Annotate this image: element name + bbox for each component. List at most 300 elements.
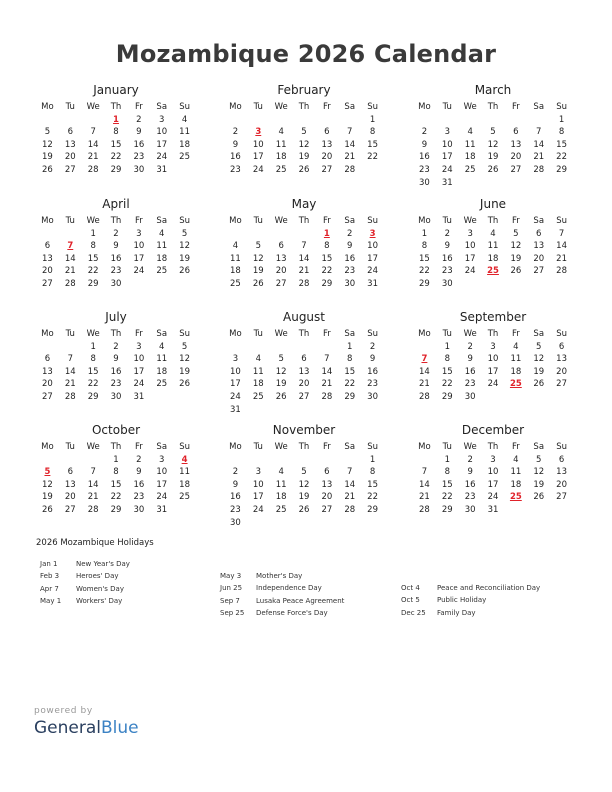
day-cell: 3 bbox=[136, 341, 142, 352]
day-cell: 3 bbox=[490, 341, 496, 352]
week-row bbox=[224, 253, 384, 266]
weekday-label: Sa bbox=[533, 329, 545, 339]
day-cell: 9 bbox=[113, 354, 119, 365]
weekday-label: We bbox=[274, 216, 288, 226]
weekday-header bbox=[413, 441, 573, 454]
day-cell: 28 bbox=[344, 164, 356, 175]
holiday-item bbox=[401, 607, 540, 619]
day-cell: 11 bbox=[179, 127, 190, 138]
weekday-label: Sa bbox=[156, 216, 168, 226]
week-row bbox=[224, 378, 384, 391]
weekday-label: Th bbox=[487, 329, 499, 339]
weekday-label: Su bbox=[179, 102, 190, 112]
day-cell: 12 bbox=[252, 253, 264, 264]
day-cell: 6 bbox=[67, 127, 73, 138]
day-cell: 11 bbox=[156, 241, 168, 252]
weekday-label: We bbox=[86, 329, 100, 339]
day-cell: 23 bbox=[230, 164, 241, 175]
day-cell: 14 bbox=[533, 139, 545, 150]
weekday-label: Mo bbox=[41, 442, 54, 452]
day-cell: 23 bbox=[344, 266, 356, 277]
day-cell: 8 bbox=[369, 127, 376, 138]
holiday-date: Sep 25 bbox=[220, 608, 245, 617]
weekday-label: Tu bbox=[253, 442, 263, 452]
day-cell: 10 bbox=[133, 354, 145, 365]
day-cell: 18 bbox=[510, 366, 522, 377]
day-cell: 4 bbox=[255, 354, 261, 365]
day-cell: 13 bbox=[321, 139, 333, 150]
weekday-label: Su bbox=[367, 216, 378, 226]
day-cell: 23 bbox=[464, 492, 476, 503]
empty-day-cell bbox=[36, 454, 59, 467]
day-cell: 13 bbox=[42, 253, 53, 264]
week-row bbox=[36, 491, 196, 504]
weekday-label: Th bbox=[487, 216, 499, 226]
week-row bbox=[224, 151, 384, 164]
week-row bbox=[413, 228, 573, 241]
weekday-label: Su bbox=[556, 329, 567, 339]
day-cell: 26 bbox=[533, 379, 545, 390]
holiday-name: Mother's Day bbox=[256, 572, 303, 580]
day-cell: 5 bbox=[536, 454, 542, 465]
day-cell: 28 bbox=[321, 391, 333, 402]
weekday-label: Sa bbox=[533, 102, 545, 112]
day-cell: 17 bbox=[156, 479, 168, 490]
day-cell: 29 bbox=[321, 278, 333, 289]
day-cell: 20 bbox=[510, 152, 522, 163]
day-cell: 30 bbox=[110, 391, 122, 402]
day-cell: 27 bbox=[42, 391, 53, 402]
day-cell: 21 bbox=[298, 266, 310, 277]
day-cell: 29 bbox=[441, 504, 453, 515]
day-cell: 19 bbox=[42, 492, 53, 503]
day-cell: 28 bbox=[419, 504, 430, 515]
day-cell: 11 bbox=[510, 354, 522, 365]
day-cell: 1 bbox=[558, 114, 565, 125]
day-cell: 23 bbox=[230, 504, 241, 515]
day-cell: 19 bbox=[298, 152, 310, 163]
day-cell: 8 bbox=[90, 241, 96, 252]
weekday-label: Tu bbox=[442, 102, 452, 112]
week-row bbox=[36, 240, 196, 253]
day-cell: 15 bbox=[321, 253, 333, 264]
day-cell: 2 bbox=[444, 228, 450, 239]
weekday-label: Th bbox=[298, 442, 310, 452]
week-row bbox=[413, 366, 573, 379]
day-cell: 10 bbox=[441, 139, 453, 150]
weekday-label: We bbox=[274, 442, 288, 452]
day-cell: 16 bbox=[133, 479, 145, 490]
day-cell: 12 bbox=[275, 366, 287, 377]
empty-day-cell bbox=[36, 114, 59, 127]
day-cell: 14 bbox=[419, 479, 430, 490]
month-may bbox=[224, 196, 384, 291]
day-cell: 11 bbox=[275, 479, 287, 490]
day-cell: 9 bbox=[421, 139, 428, 150]
day-cell: 22 bbox=[321, 266, 333, 277]
day-cell: 2 bbox=[347, 228, 353, 239]
day-cell: 23 bbox=[133, 152, 145, 163]
day-cell: 29 bbox=[87, 278, 99, 289]
day-cell: 4 bbox=[278, 127, 284, 138]
day-cell: 16 bbox=[110, 253, 122, 264]
empty-day-cell bbox=[247, 341, 270, 354]
day-cell: 8 bbox=[90, 354, 96, 365]
weekday-header bbox=[36, 215, 196, 228]
day-cell: 10 bbox=[367, 241, 378, 252]
day-cell: 7 bbox=[67, 354, 73, 365]
month-september bbox=[413, 309, 573, 404]
weekday-label: Th bbox=[487, 102, 499, 112]
week-row bbox=[413, 504, 573, 517]
day-cell: 6 bbox=[67, 467, 73, 478]
weekday-label: Mo bbox=[418, 102, 431, 112]
week-row bbox=[224, 265, 384, 278]
day-cell: 24 bbox=[441, 164, 453, 175]
day-cell: 18 bbox=[179, 479, 190, 490]
weekday-label: Mo bbox=[41, 329, 54, 339]
weekday-label: Sa bbox=[156, 102, 168, 112]
day-cell: 25 bbox=[230, 278, 241, 289]
weekday-header bbox=[224, 441, 384, 454]
empty-day-cell bbox=[224, 228, 247, 241]
day-cell: 11 bbox=[230, 253, 241, 264]
week-row bbox=[413, 126, 573, 139]
day-cell: 30 bbox=[419, 177, 430, 188]
day-cell: 14 bbox=[419, 366, 430, 377]
empty-day-cell bbox=[36, 228, 59, 241]
empty-day-cell bbox=[270, 228, 293, 241]
day-cell: 20 bbox=[42, 379, 53, 390]
weekday-label: Tu bbox=[253, 329, 263, 339]
day-cell: 20 bbox=[298, 379, 310, 390]
empty-day-cell bbox=[247, 517, 270, 530]
day-cell: 21 bbox=[419, 492, 430, 503]
empty-day-cell bbox=[482, 114, 505, 127]
day-cell: 27 bbox=[298, 391, 310, 402]
day-cell: 1 bbox=[444, 454, 450, 465]
day-cell: 26 bbox=[510, 266, 522, 277]
holiday-item bbox=[40, 570, 130, 582]
day-cell: 18 bbox=[275, 152, 287, 163]
day-cell: 31 bbox=[156, 164, 168, 175]
day-cell: 12 bbox=[179, 241, 190, 252]
day-cell: 27 bbox=[321, 164, 333, 175]
day-cell: 20 bbox=[533, 253, 545, 264]
day-cell: 13 bbox=[321, 479, 333, 490]
weekday-label: Mo bbox=[229, 442, 242, 452]
day-cell: 22 bbox=[441, 379, 453, 390]
day-cell: 28 bbox=[298, 278, 310, 289]
day-cell: 20 bbox=[64, 492, 76, 503]
day-cell: 24 bbox=[133, 379, 145, 390]
day-cell: 24 bbox=[487, 492, 499, 503]
day-cell: 7 bbox=[347, 467, 353, 478]
week-row bbox=[36, 164, 196, 177]
day-cell: 5 bbox=[278, 354, 284, 365]
day-cell: 1 bbox=[90, 228, 96, 239]
week-row bbox=[36, 253, 196, 266]
day-cell: 3 bbox=[136, 228, 142, 239]
month-january bbox=[36, 82, 196, 177]
day-cell: 26 bbox=[42, 504, 53, 515]
holiday-date: Oct 4 bbox=[401, 584, 420, 592]
day-cell: 5 bbox=[181, 228, 188, 239]
holiday-name: Family Day bbox=[437, 608, 476, 617]
day-cell: 20 bbox=[64, 152, 76, 163]
weekday-label: Th bbox=[110, 102, 122, 112]
day-cell: 9 bbox=[444, 241, 450, 252]
day-cell: 14 bbox=[64, 253, 76, 264]
day-cell: 1 bbox=[369, 454, 376, 465]
day-cell: 15 bbox=[87, 366, 99, 377]
day-cell: 7 bbox=[347, 127, 353, 138]
day-cell: 27 bbox=[64, 164, 76, 175]
day-cell: 24 bbox=[252, 504, 264, 515]
weekday-header bbox=[224, 215, 384, 228]
day-cell: 21 bbox=[344, 492, 356, 503]
week-row bbox=[36, 504, 196, 517]
day-cell: 25 bbox=[156, 379, 168, 390]
empty-day-cell bbox=[482, 391, 505, 404]
day-cell: 8 bbox=[558, 127, 565, 138]
weekday-label: We bbox=[463, 329, 477, 339]
day-cell: 30 bbox=[441, 278, 453, 289]
day-cell: 8 bbox=[369, 467, 376, 478]
weekday-header bbox=[413, 101, 573, 114]
day-cell: 9 bbox=[347, 241, 353, 252]
day-cell: 3 bbox=[159, 454, 165, 465]
day-cell: 18 bbox=[156, 366, 168, 377]
day-cell: 27 bbox=[556, 492, 567, 503]
day-cell: 14 bbox=[321, 366, 333, 377]
day-cell: 26 bbox=[275, 391, 287, 402]
day-cell: 5 bbox=[301, 127, 307, 138]
empty-day-cell bbox=[338, 404, 361, 417]
day-cell: 16 bbox=[441, 253, 453, 264]
weekday-label: Th bbox=[487, 442, 499, 452]
day-cell: 13 bbox=[510, 139, 522, 150]
weekday-label: Th bbox=[110, 329, 122, 339]
day-cell: 26 bbox=[179, 266, 190, 277]
empty-day-cell bbox=[413, 454, 436, 467]
week-row bbox=[224, 114, 384, 127]
day-cell: 4 bbox=[490, 228, 496, 239]
weekday-label: Fr bbox=[511, 102, 520, 112]
empty-day-cell bbox=[315, 517, 338, 530]
week-row bbox=[36, 378, 196, 391]
empty-day-cell bbox=[482, 177, 505, 190]
day-cell: 16 bbox=[230, 152, 241, 163]
empty-day-cell bbox=[413, 341, 436, 354]
empty-day-cell bbox=[315, 404, 338, 417]
month-december bbox=[413, 422, 573, 517]
weekday-header bbox=[224, 328, 384, 341]
month-name: March bbox=[474, 83, 512, 97]
empty-day-cell bbox=[59, 114, 82, 127]
day-cell: 5 bbox=[490, 127, 496, 138]
day-cell: 30 bbox=[230, 517, 241, 528]
day-cell: 16 bbox=[464, 479, 476, 490]
day-cell: 5 bbox=[181, 341, 188, 352]
empty-day-cell bbox=[247, 114, 270, 127]
empty-day-cell bbox=[361, 404, 384, 417]
weekday-header bbox=[36, 101, 196, 114]
weekday-label: Tu bbox=[65, 442, 75, 452]
day-cell: 22 bbox=[87, 266, 99, 277]
holiday-day-cell: 7 bbox=[67, 241, 74, 252]
day-cell: 8 bbox=[347, 354, 353, 365]
week-row bbox=[36, 114, 196, 127]
holiday-name: Lusaka Peace Agreement bbox=[256, 596, 345, 605]
holiday-date: Feb 3 bbox=[40, 572, 60, 581]
holiday-item bbox=[220, 570, 344, 582]
day-cell: 6 bbox=[44, 354, 51, 365]
weekday-label: We bbox=[86, 102, 100, 112]
empty-day-cell bbox=[413, 114, 436, 127]
day-cell: 19 bbox=[487, 152, 499, 163]
day-cell: 8 bbox=[324, 241, 330, 252]
holiday-date: Sep 7 bbox=[220, 596, 240, 605]
empty-day-cell bbox=[527, 114, 550, 127]
day-cell: 18 bbox=[156, 253, 168, 264]
weekday-label: Mo bbox=[418, 442, 431, 452]
day-cell: 15 bbox=[419, 253, 430, 264]
day-cell: 13 bbox=[556, 354, 567, 365]
day-cell: 30 bbox=[464, 504, 476, 515]
month-name: November bbox=[272, 423, 336, 437]
day-cell: 4 bbox=[513, 341, 519, 352]
day-cell: 22 bbox=[87, 379, 99, 390]
day-cell: 22 bbox=[344, 379, 356, 390]
empty-day-cell bbox=[504, 504, 527, 517]
day-cell: 11 bbox=[156, 354, 168, 365]
day-cell: 1 bbox=[369, 114, 376, 125]
weekday-label: Su bbox=[179, 216, 190, 226]
day-cell: 27 bbox=[275, 278, 287, 289]
week-row bbox=[224, 517, 384, 530]
weekday-label: Su bbox=[179, 442, 190, 452]
week-row bbox=[224, 353, 384, 366]
weekday-header bbox=[413, 215, 573, 228]
day-cell: 3 bbox=[255, 467, 261, 478]
weekday-label: Tu bbox=[253, 102, 263, 112]
day-cell: 20 bbox=[556, 366, 567, 377]
day-cell: 2 bbox=[467, 341, 473, 352]
day-cell: 9 bbox=[136, 127, 142, 138]
empty-day-cell bbox=[247, 228, 270, 241]
month-name: July bbox=[105, 310, 127, 324]
day-cell: 22 bbox=[556, 152, 567, 163]
day-cell: 18 bbox=[230, 266, 241, 277]
empty-day-cell bbox=[247, 454, 270, 467]
holiday-name: Workers' Day bbox=[76, 596, 123, 605]
day-cell: 27 bbox=[42, 278, 53, 289]
week-row bbox=[413, 114, 573, 127]
month-april bbox=[36, 196, 196, 291]
day-cell: 24 bbox=[133, 266, 145, 277]
week-row bbox=[224, 491, 384, 504]
day-cell: 21 bbox=[87, 492, 99, 503]
weekday-label: Su bbox=[556, 102, 567, 112]
day-cell: 28 bbox=[344, 504, 356, 515]
day-cell: 19 bbox=[533, 479, 545, 490]
day-cell: 25 bbox=[179, 492, 190, 503]
weekday-label: Su bbox=[556, 216, 567, 226]
day-cell: 4 bbox=[278, 467, 284, 478]
day-cell: 16 bbox=[367, 366, 378, 377]
day-cell: 29 bbox=[556, 164, 567, 175]
day-cell: 3 bbox=[444, 127, 450, 138]
day-cell: 14 bbox=[556, 241, 567, 252]
day-cell: 13 bbox=[298, 366, 310, 377]
day-cell: 8 bbox=[421, 241, 428, 252]
weekday-label: Th bbox=[110, 442, 122, 452]
day-cell: 7 bbox=[301, 241, 307, 252]
weekday-label: Sa bbox=[344, 216, 356, 226]
week-row bbox=[36, 278, 196, 291]
week-row bbox=[36, 341, 196, 354]
empty-day-cell bbox=[527, 504, 550, 517]
day-cell: 19 bbox=[275, 379, 287, 390]
day-cell: 19 bbox=[179, 253, 190, 264]
empty-day-cell bbox=[315, 341, 338, 354]
day-cell: 7 bbox=[90, 467, 96, 478]
month-july bbox=[36, 309, 196, 404]
day-cell: 16 bbox=[230, 492, 241, 503]
week-row bbox=[413, 240, 573, 253]
weekday-label: We bbox=[86, 442, 100, 452]
day-cell: 16 bbox=[464, 366, 476, 377]
week-row bbox=[36, 151, 196, 164]
week-row bbox=[36, 466, 196, 479]
holiday-date: Apr 7 bbox=[40, 584, 59, 593]
week-row bbox=[36, 228, 196, 241]
week-row bbox=[413, 265, 573, 278]
day-cell: 11 bbox=[510, 467, 522, 478]
day-cell: 23 bbox=[441, 266, 453, 277]
day-cell: 25 bbox=[275, 504, 287, 515]
day-cell: 29 bbox=[110, 164, 122, 175]
day-cell: 17 bbox=[487, 366, 499, 377]
day-cell: 23 bbox=[110, 379, 122, 390]
week-row bbox=[224, 391, 384, 404]
holiday-day-cell: 25 bbox=[487, 266, 499, 277]
holiday-day-cell: 5 bbox=[44, 467, 51, 478]
day-cell: 19 bbox=[298, 492, 310, 503]
day-cell: 4 bbox=[513, 454, 519, 465]
day-cell: 17 bbox=[156, 139, 168, 150]
week-row bbox=[413, 164, 573, 177]
day-cell: 19 bbox=[42, 152, 53, 163]
empty-day-cell bbox=[459, 278, 482, 291]
empty-day-cell bbox=[173, 164, 196, 177]
day-cell: 13 bbox=[42, 366, 53, 377]
day-cell: 18 bbox=[510, 479, 522, 490]
day-cell: 21 bbox=[64, 379, 76, 390]
holiday-name: Defense Force's Day bbox=[256, 608, 328, 617]
day-cell: 6 bbox=[301, 354, 307, 365]
day-cell: 15 bbox=[441, 366, 453, 377]
empty-day-cell bbox=[82, 454, 105, 467]
day-cell: 21 bbox=[533, 152, 545, 163]
day-cell: 31 bbox=[487, 504, 499, 515]
day-cell: 21 bbox=[419, 379, 430, 390]
day-cell: 12 bbox=[298, 139, 310, 150]
month-november bbox=[224, 422, 384, 529]
day-cell: 9 bbox=[232, 139, 239, 150]
weekday-label: We bbox=[463, 216, 477, 226]
